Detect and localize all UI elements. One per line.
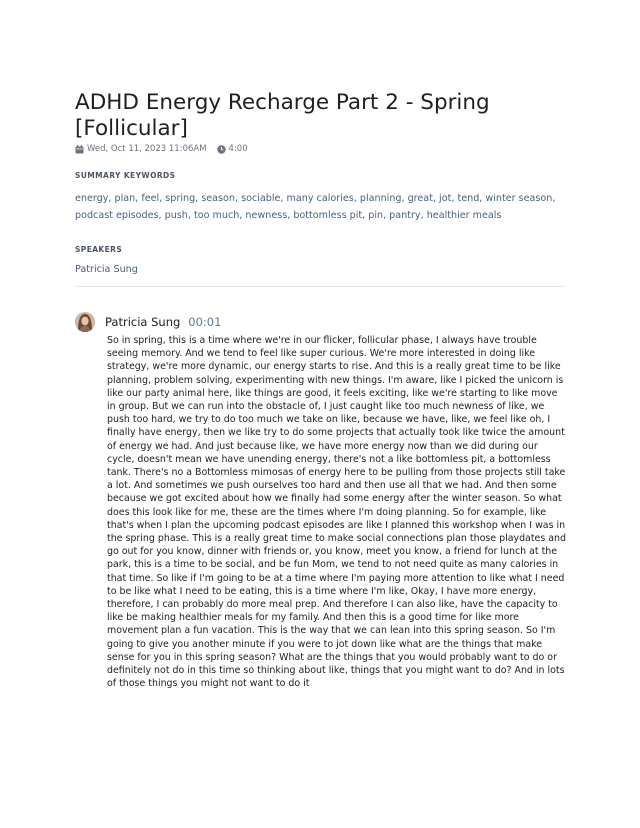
recording-duration: 4:00 xyxy=(228,144,248,154)
recording-date: Wed, Oct 11, 2023 11:06AM xyxy=(87,144,207,154)
speaker-list-item: Patricia Sung xyxy=(75,264,138,275)
page-title: ADHD Energy Recharge Part 2 - Spring [Follicular] xyxy=(75,90,490,141)
speakers-heading: SPEAKERS xyxy=(75,245,123,254)
summary-keywords: energy, plan, feel, spring, season, sociable, many calories, planning, great, jot, tend, winter season, podcast episodes, push, too much, newness, bottomless pit, pin, pantry, healthier meals xyxy=(75,193,556,221)
transcript-speaker-header xyxy=(75,312,221,332)
meta-row xyxy=(75,142,248,156)
timestamp[interactable]: 00:01 xyxy=(188,315,222,329)
clock-icon xyxy=(217,145,226,154)
transcript-text: So in spring, this is a time where we're in our flicker, follicular phase, I always have trouble seeing memory. And we tend to feel like super curious. We're more interested in doing like strategy, we're more dynamic, our energy starts to rise. And this is a really great time to be like planning, problem solving, experimenting with new things. I'm aware, like I picked the unicorn is like our party animal here, like things are good, it feels exciting, like we're starting to like move in group. But we can run into the obstacle of, I just caught like too much newness of like, we push too hard, we try to do too much we take on like, because we have, like, we feel like oh, I finally have energy, then we like try to do some projects that actually took like twice the amount of energy we had. And just because like, we have more energy now than we did during our cycle, doesn't mean we have unending energy, there's not a like bottomless pit, a bottomless tank. There's no a Bottomless mimosas of energy here to be pulling from those projects still take a lot. And sometimes we push ourselves too hard and then use all that we had. And then some because we got excited about how we finally had some energy after the winter season. So what does this look like for me, these are the times where I'm doing planning. So for example, like that's when I plan the upcoming podcast episodes are like I planned this workshop when I was in the spring phase. This is a really great time to make social connections plan those playdates and go out for you know, dinner with friends or, you know, meet you know, a friend for lunch at the park, this is a time to be social, and be fun Mom, we tend to not need quite as many calories in that time. So like if I'm going to be at a time where I'm paying more attention to like what I need to be like what I need to be eating, this is a time where I'm like, Okay, I have more energy, therefore, I can probably do more meal prep. And therefore I can also like, have the capacity to like be making healthier meals for my family. And then this is a good time for like more movement plan a fun vacation. This is the way that we can lean into this spring season. So I'm going to give you another minute if you were to jot down like what are the things that make sense for you in this spring season? What are the things that you would probably want to do or definitely not do in this time so thinking about like, things that you might want to do? And in lots of those things you might not want to do it xyxy=(107,335,567,690)
summary-keywords-heading: SUMMARY KEYWORDS xyxy=(75,171,176,180)
section-divider xyxy=(75,286,565,287)
avatar xyxy=(75,312,95,332)
speaker-name: Patricia Sung xyxy=(105,315,181,329)
calendar-icon xyxy=(75,145,84,154)
